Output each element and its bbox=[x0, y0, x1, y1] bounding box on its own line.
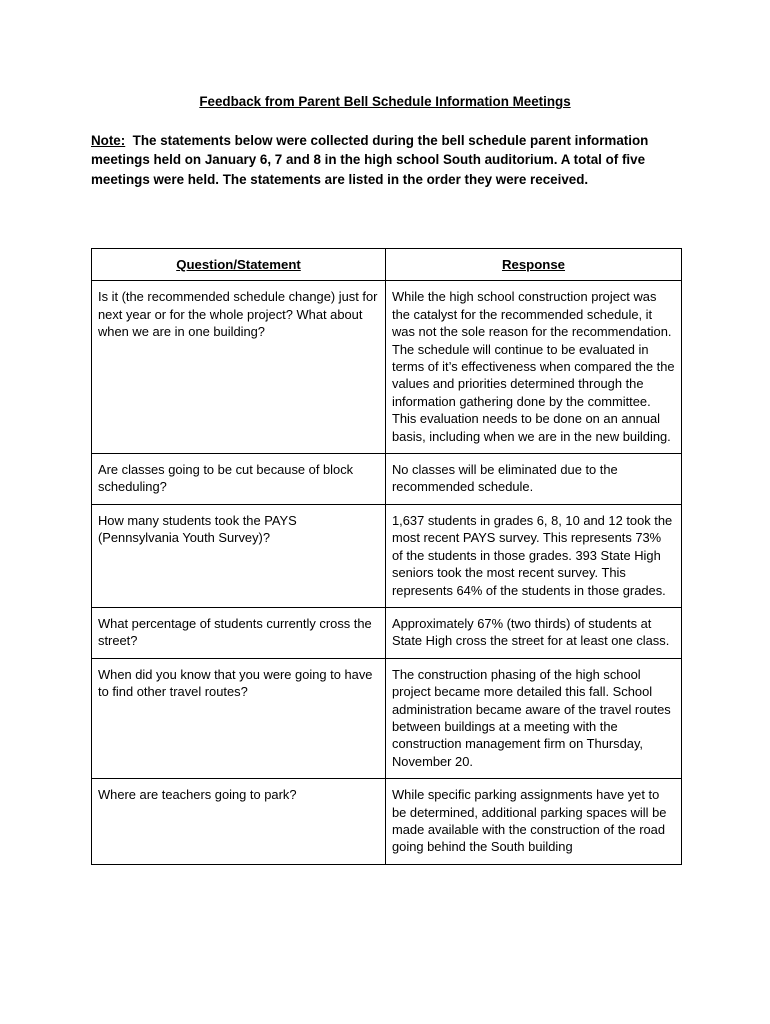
header-response: Response bbox=[386, 249, 682, 281]
question-cell: Are classes going to be cut because of block scheduling? bbox=[92, 454, 386, 505]
note-paragraph bbox=[91, 131, 681, 189]
response-cell: The construction phasing of the high school project became more detailed this fall. School administration became aware of the travel routes between buildings at a meeting with the construction management firm on Thursday, November 20. bbox=[386, 658, 682, 778]
table-row bbox=[92, 454, 682, 505]
question-cell: How many students took the PAYS (Pennsylvania Youth Survey)? bbox=[92, 504, 386, 607]
header-question: Question/Statement bbox=[92, 249, 386, 281]
response-cell: Approximately 67% (two thirds) of students at State High cross the street for at least one class. bbox=[386, 607, 682, 658]
response-cell: While the high school construction project was the catalyst for the recommended schedule, it was not the sole reason for the recommendation. The schedule will continue to be evaluated in terms of it’s effectiveness when compared the the values and priorities determined through the information gathering done by the committee. This evaluation needs to be done on an annual basis, including when we are in the new building. bbox=[386, 281, 682, 454]
table-row bbox=[92, 779, 682, 865]
question-cell: When did you know that you were going to have to find other travel routes? bbox=[92, 658, 386, 778]
document-title: Feedback from Parent Bell Schedule Information Meetings bbox=[199, 94, 571, 109]
response-cell: 1,637 students in grades 6, 8, 10 and 12 took the most recent PAYS survey. This represents 73% of the students in those grades. 393 State High seniors took the most recent survey. This represents 64% of the students in those grades. bbox=[386, 504, 682, 607]
table-row bbox=[92, 607, 682, 658]
response-cell: While specific parking assignments have yet to be determined, additional parking spaces will be made available with the construction of the road going behind the South building bbox=[386, 779, 682, 865]
response-cell: No classes will be eliminated due to the recommended schedule. bbox=[386, 454, 682, 505]
question-cell: Where are teachers going to park? bbox=[92, 779, 386, 865]
table-row bbox=[92, 281, 682, 454]
note-text: The statements below were collected during the bell schedule parent information meetings held on January 6, 7 and 8 in the high school South auditorium. A total of five meetings were held. The statements are listed in the order they were received. bbox=[91, 133, 649, 187]
table-row bbox=[92, 504, 682, 607]
table-header-row bbox=[92, 249, 682, 281]
question-cell: Is it (the recommended schedule change) just for next year or for the whole project? What about when we are in one building? bbox=[92, 281, 386, 454]
table-row bbox=[92, 658, 682, 778]
note-label: Note: bbox=[91, 133, 126, 148]
question-cell: What percentage of students currently cross the street? bbox=[92, 607, 386, 658]
feedback-table bbox=[91, 248, 682, 865]
